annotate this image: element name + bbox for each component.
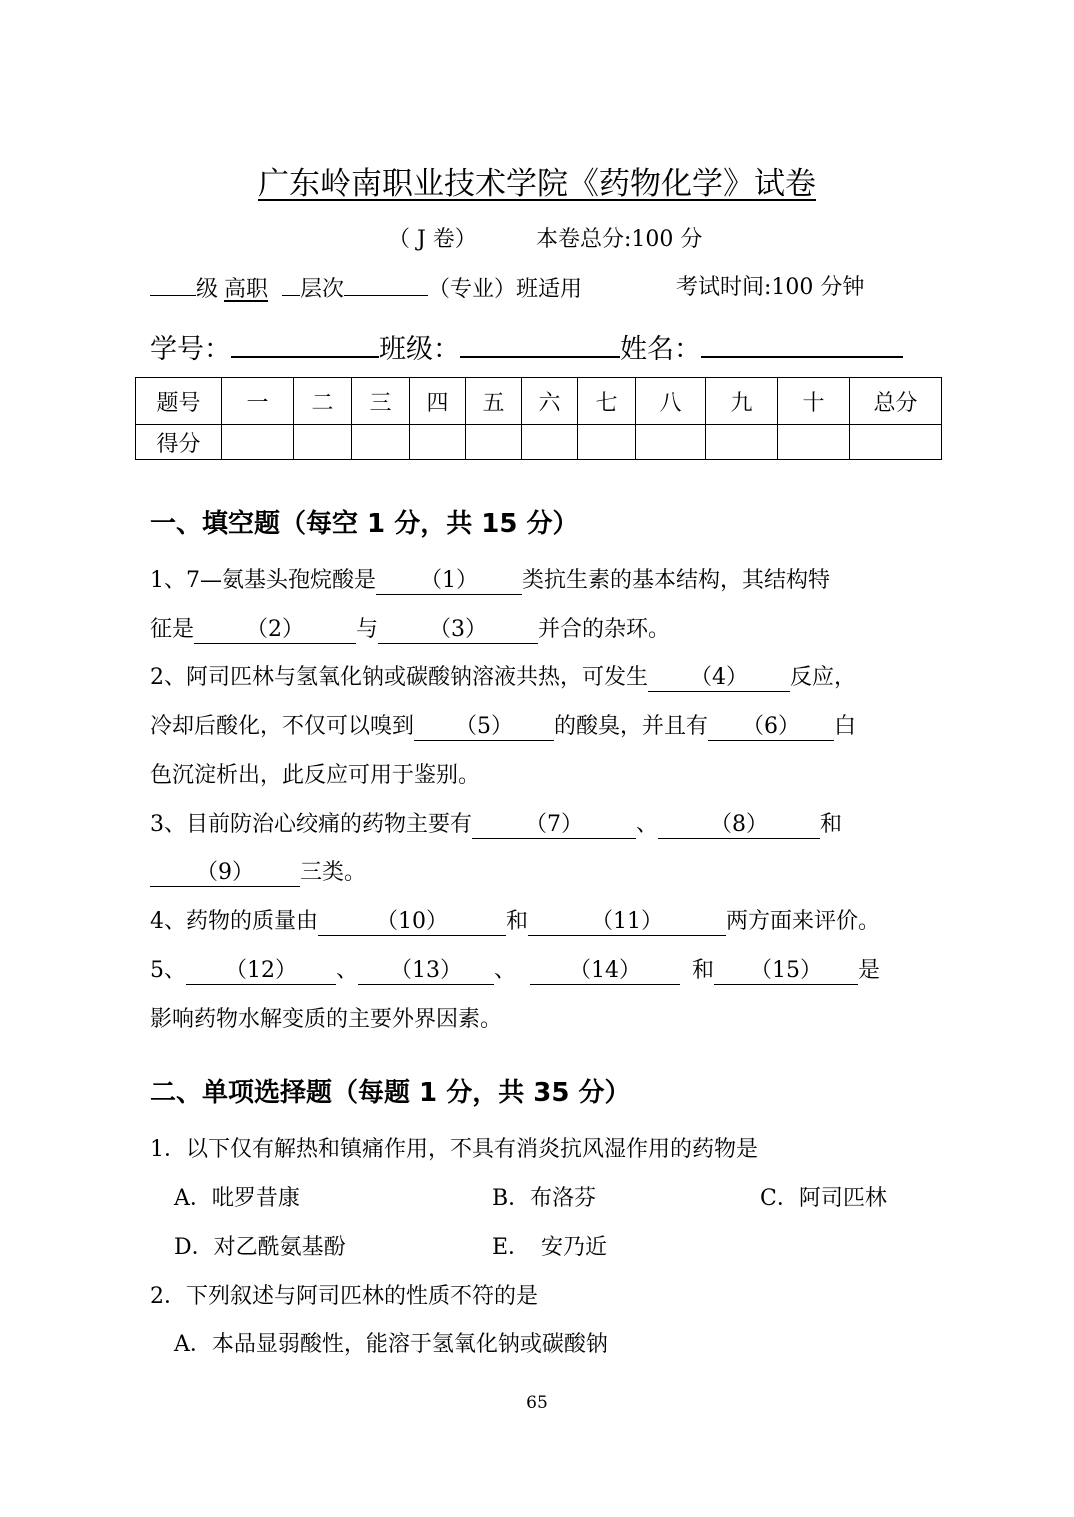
applicability-line: 级 高职 层次 （专业）班适用: [150, 273, 582, 305]
answer-blank[interactable]: （5）: [414, 714, 554, 741]
section-1-heading: 一、填空题（每空 1 分，共 15 分）: [150, 509, 579, 539]
score-cell[interactable]: [466, 425, 522, 460]
score-table-score-row: [136, 425, 942, 460]
question-2-line-2: 冷却后酸化，不仅可以嗅到 （5） 的酸臭，并且有 （6） 白: [150, 714, 857, 739]
answer-blank[interactable]: （9）: [150, 860, 300, 887]
class-label: 班级：: [379, 334, 460, 365]
student-info-row: [150, 328, 903, 369]
exam-title: 广东岭南职业技术学院《药物化学》试卷: [258, 166, 816, 202]
score-cell[interactable]: [850, 425, 942, 460]
question-4: 4、药物的质量由 （10） 和 （11） 两方面来评价。: [150, 909, 881, 934]
question-3-line-2: （9） 三类。: [150, 857, 366, 889]
question-5-line-1: 5、 （12） 、 （13） 、 （14） 和 （15） 是: [150, 958, 881, 983]
answer-blank[interactable]: （12）: [186, 958, 336, 985]
score-cell[interactable]: [294, 425, 352, 460]
page-number: 65: [526, 1393, 548, 1413]
answer-blank[interactable]: （4）: [648, 665, 790, 692]
answer-blank[interactable]: （14）: [530, 958, 680, 985]
answer-blank[interactable]: （8）: [658, 812, 820, 839]
table-header-cell: 题号: [136, 378, 222, 425]
question-1-line-1: 1、7—氨基头孢烷酸是 （1） 类抗生素的基本结构，其结构特: [150, 568, 831, 593]
score-cell[interactable]: [410, 425, 466, 460]
score-cell[interactable]: [578, 425, 636, 460]
answer-blank[interactable]: （15）: [714, 958, 858, 985]
answer-blank[interactable]: （7）: [472, 812, 636, 839]
table-header-cell: 总分: [850, 378, 942, 425]
major-blank[interactable]: [344, 273, 428, 296]
answer-blank[interactable]: （3）: [378, 617, 538, 644]
mc-option-b[interactable]: B．布洛芬: [492, 1186, 597, 1211]
table-header-cell: 二: [294, 378, 352, 425]
mc-option-c[interactable]: C．阿司匹林: [760, 1186, 887, 1211]
mc-question-2-stem: 2．下列叙述与阿司匹林的性质不符的是: [150, 1284, 538, 1309]
mc-option-a[interactable]: A．吡罗昔康: [174, 1186, 300, 1211]
mc-question-1-stem: 1．以下仅有解热和镇痛作用，不具有消炎抗风湿作用的药物是: [150, 1137, 758, 1162]
question-1-line-2: 征是 （2） 与 （3） 并合的杂环。: [150, 617, 671, 642]
answer-blank[interactable]: （11）: [528, 909, 726, 936]
table-header-cell: 九: [706, 378, 778, 425]
table-header-cell: 一: [222, 378, 294, 425]
table-header-cell: 八: [636, 378, 706, 425]
total-score-label: 本卷总分:100 分: [536, 227, 703, 252]
exam-time-label: 考试时间:100 分钟: [676, 275, 865, 300]
table-header-cell: 五: [466, 378, 522, 425]
score-cell[interactable]: [778, 425, 850, 460]
table-header-cell: 三: [352, 378, 410, 425]
score-cell[interactable]: [706, 425, 778, 460]
class-field[interactable]: [460, 328, 620, 358]
score-table-header-row: [136, 378, 942, 425]
score-cell[interactable]: [222, 425, 294, 460]
year-blank[interactable]: [150, 273, 196, 296]
question-5-line-2: 影响药物水解变质的主要外界因素。: [150, 1007, 503, 1032]
score-cell[interactable]: [352, 425, 410, 460]
answer-blank[interactable]: （13）: [358, 958, 494, 985]
question-3-line-1: 3、目前防治心绞痛的药物主要有 （7） 、 （8） 和: [150, 812, 843, 837]
table-header-cell: 七: [578, 378, 636, 425]
student-no-label: 学号：: [150, 334, 231, 365]
grade-value: 高职: [224, 277, 269, 302]
mc-option-d[interactable]: D．对乙酰氨基酚: [174, 1235, 346, 1260]
mc-option-a[interactable]: A．本品显弱酸性，能溶于氢氧化钠或碳酸钠: [174, 1332, 608, 1357]
name-label: 姓名：: [620, 334, 701, 365]
mc-option-e[interactable]: E． 安乃近: [492, 1235, 608, 1260]
answer-blank[interactable]: （2）: [194, 617, 356, 644]
paper-label: （ J 卷）: [388, 227, 477, 252]
score-cell[interactable]: [636, 425, 706, 460]
table-header-cell: 十: [778, 378, 850, 425]
answer-blank[interactable]: （10）: [318, 909, 506, 936]
section-2-heading: 二、单项选择题（每题 1 分，共 35 分）: [150, 1078, 631, 1108]
score-cell[interactable]: [522, 425, 578, 460]
score-row-label: 得分: [136, 425, 222, 460]
answer-blank[interactable]: （1）: [376, 568, 522, 595]
table-header-cell: 六: [522, 378, 578, 425]
student-no-field[interactable]: [231, 328, 379, 358]
question-2-line-3: 色沉淀析出，此反应可用于鉴别。: [150, 763, 481, 788]
question-2-line-1: 2、阿司匹林与氢氧化钠或碳酸钠溶液共热，可发生 （4） 反应，: [150, 665, 857, 690]
answer-blank[interactable]: （6）: [708, 714, 834, 741]
score-table: [135, 377, 942, 460]
name-field[interactable]: [701, 328, 903, 358]
table-header-cell: 四: [410, 378, 466, 425]
